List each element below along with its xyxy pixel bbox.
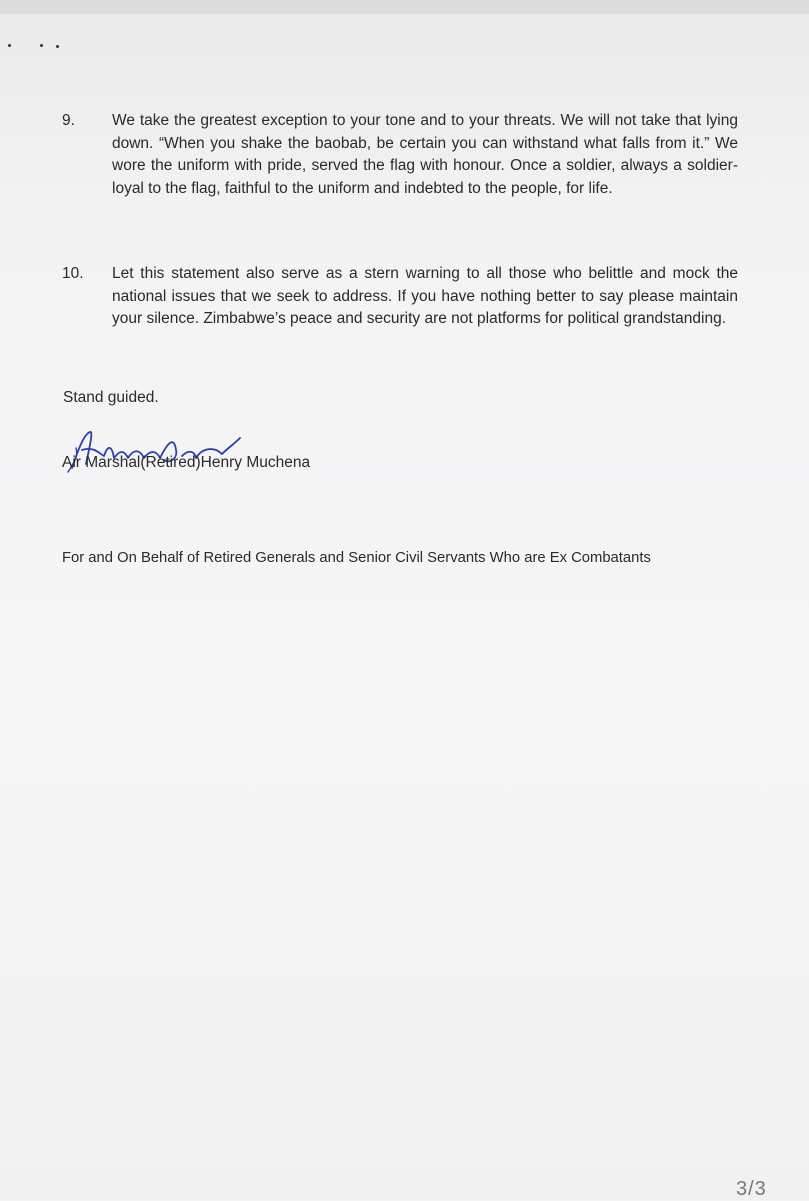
paragraph-number: 10. [62, 265, 84, 282]
closing-line: Stand guided. [63, 389, 159, 406]
on-behalf-line: For and On Behalf of Retired Generals and Senior Civil Servants Who are Ex Combatants [62, 550, 651, 566]
paragraph-number: 9. [62, 112, 75, 129]
signer-name: Air Marshal(Retired)Henry Muchena [62, 454, 311, 471]
paragraph-text: We take the greatest exception to your tone and to your threats. We will not take that lying down. “When you shake the baobab, be certain you can withstand what falls from it.” We wore the uniform with pride, served the flag with honour. Once a soldier, always a soldier- loyal to the flag, faithful to the uniform and indebted to the people, for life. [112, 112, 738, 197]
page-number: 3/3 [736, 1178, 767, 1200]
paragraph-text: Let this statement also serve as a stern warning to all those who belittle and mock the national issues that we seek to address. If you have nothing better to say please maintain your silence. Zimbabwe’s peace and security are not platforms for political grandstanding. [112, 265, 738, 327]
